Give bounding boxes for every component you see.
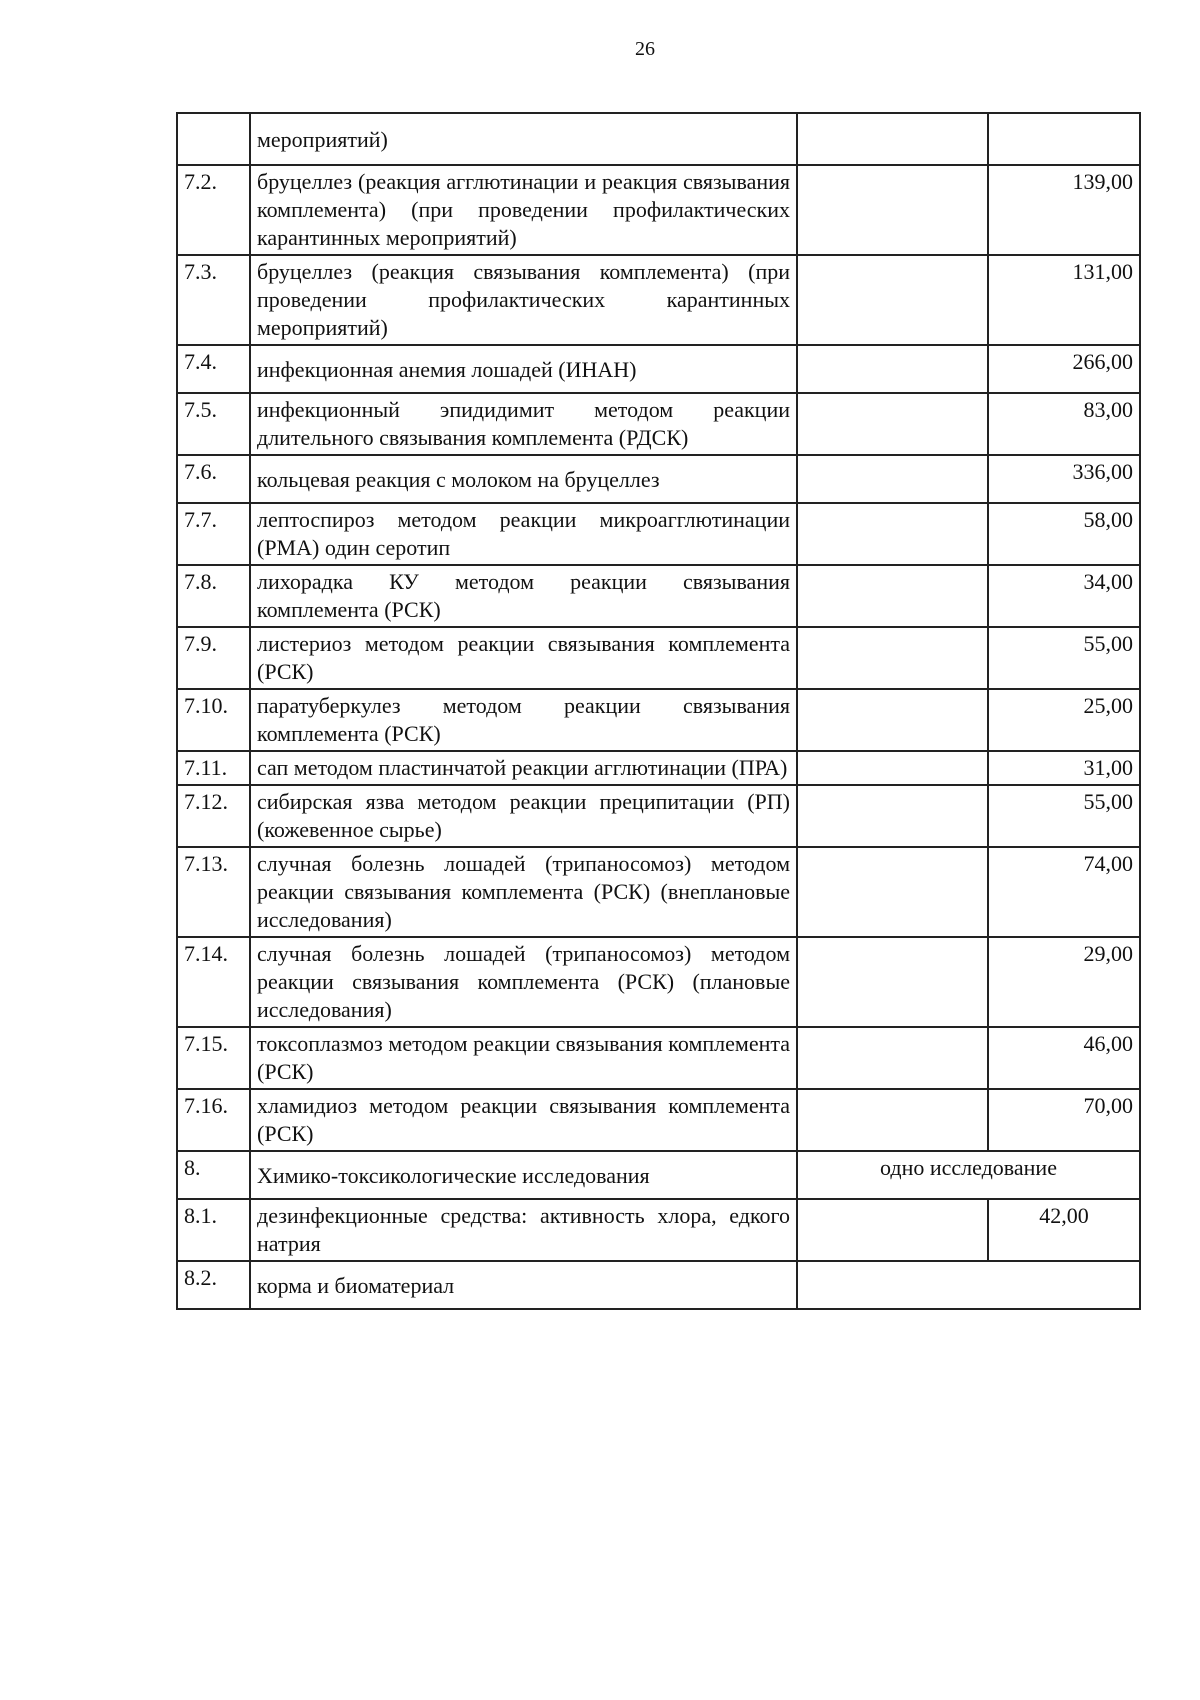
row-name: случная болезнь лошадей (трипаносомоз) методом реакции связывания комплемента (РСК) (внеплановые исследования) [250,847,797,937]
row-name: дезинфекционные средства: активность хлора, едкого натрия [250,1199,797,1261]
table-row [177,689,1140,751]
table-row [177,113,1140,165]
row-price: 55,00 [988,785,1140,847]
row-price: 55,00 [988,627,1140,689]
row-unit [797,255,988,345]
row-number: 8.2. [177,1261,250,1309]
row-name: хламидиоз методом реакции связывания комплемента (РСК) [250,1089,797,1151]
row-number: 7.13. [177,847,250,937]
row-unit [797,165,988,255]
row-number: 8.1. [177,1199,250,1261]
row-price: 83,00 [988,393,1140,455]
row-name: инфекционная анемия лошадей (ИНАН) [250,345,797,393]
row-price: 31,00 [988,751,1140,785]
row-price: 25,00 [988,689,1140,751]
row-name: лихорадка КУ методом реакции связывания комплемента (РСК) [250,565,797,627]
row-unit [797,1199,988,1261]
table-row [177,345,1140,393]
row-number: 7.14. [177,937,250,1027]
row-name: случная болезнь лошадей (трипаносомоз) методом реакции связывания комплемента (РСК) (плановые исследования) [250,937,797,1027]
table-row [177,455,1140,503]
row-number: 7.7. [177,503,250,565]
row-price: 266,00 [988,345,1140,393]
row-name: кольцевая реакция с молоком на бруцеллез [250,455,797,503]
table-row [177,1027,1140,1089]
row-number: 7.16. [177,1089,250,1151]
row-unit [797,847,988,937]
row-price: 29,00 [988,937,1140,1027]
table-row [177,393,1140,455]
row-unit [797,455,988,503]
row-name: сап методом пластинчатой реакции агглютинации (ПРА) [250,751,797,785]
row-price: 46,00 [988,1027,1140,1089]
row-name: бруцеллез (реакция связывания комплемента) (при проведении профилактических карантинных мероприятий) [250,255,797,345]
row-price: 131,00 [988,255,1140,345]
row-name: бруцеллез (реакция агглютинации и реакция связывания комплемента) (при проведении профилактических карантинных мероприятий) [250,165,797,255]
row-number: 7.5. [177,393,250,455]
row-unit [797,565,988,627]
table-row [177,627,1140,689]
row-number: 7.2. [177,165,250,255]
row-unit [797,937,988,1027]
row-unit [797,1261,1140,1309]
row-unit [797,345,988,393]
table-row [177,1089,1140,1151]
row-unit [797,627,988,689]
row-number: 7.11. [177,751,250,785]
row-name: паратуберкулез методом реакции связывания комплемента (РСК) [250,689,797,751]
table-row [177,785,1140,847]
row-number: 7.15. [177,1027,250,1089]
row-name: лептоспироз методом реакции микроагглютинации (РМА) один серотип [250,503,797,565]
row-name: листериоз методом реакции связывания комплемента (РСК) [250,627,797,689]
row-name: токсоплазмоз методом реакции связывания комплемента (РСК) [250,1027,797,1089]
row-unit [797,751,988,785]
row-price: 58,00 [988,503,1140,565]
table-row [177,255,1140,345]
section-number: 8. [177,1151,250,1199]
row-unit [797,393,988,455]
row-name: инфекционный эпидидимит методом реакции длительного связывания комплемента (РДСК) [250,393,797,455]
row-name: сибирская язва методом реакции преципитации (РП) (кожевенное сырье) [250,785,797,847]
row-number: 7.4. [177,345,250,393]
row-unit [797,113,988,165]
page-number: 26 [635,38,655,60]
table-row [177,165,1140,255]
row-number: 7.3. [177,255,250,345]
row-name: мероприятий) [250,113,797,165]
row-price: 336,00 [988,455,1140,503]
table-row [177,565,1140,627]
table-row [177,847,1140,937]
row-unit [797,503,988,565]
row-number [177,113,250,165]
row-number: 7.10. [177,689,250,751]
section-title: Химико-токсикологические исследования [250,1151,797,1199]
row-unit [797,1027,988,1089]
row-unit [797,1089,988,1151]
row-unit [797,689,988,751]
row-number: 7.8. [177,565,250,627]
table-row [177,1199,1140,1261]
table-row [177,751,1140,785]
table-row [177,503,1140,565]
row-name: корма и биоматериал [250,1261,797,1309]
table-row [177,1151,1140,1199]
row-price: 74,00 [988,847,1140,937]
row-price: 139,00 [988,165,1140,255]
row-price: 42,00 [988,1199,1140,1261]
row-unit [797,785,988,847]
table-row [177,1261,1140,1309]
row-number: 7.9. [177,627,250,689]
row-price: 34,00 [988,565,1140,627]
table-row [177,937,1140,1027]
row-price [988,113,1140,165]
price-table [176,112,1141,1310]
row-price: 70,00 [988,1089,1140,1151]
row-number: 7.6. [177,455,250,503]
section-unit: одно исследование [797,1151,1140,1199]
row-number: 7.12. [177,785,250,847]
